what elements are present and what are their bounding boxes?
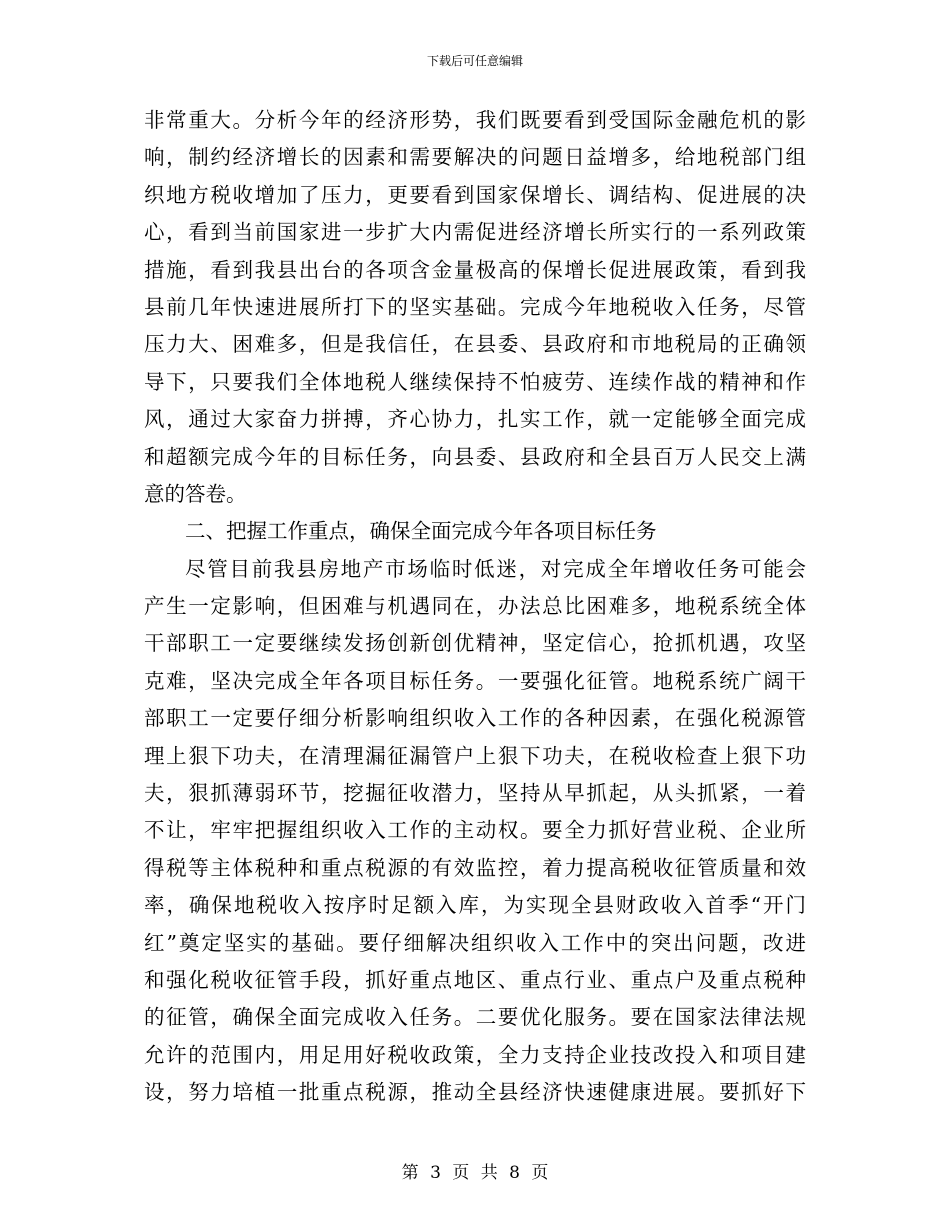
text-line: 织地方税收增加了压力，更要看到国家保增长、调结构、促进展的决 <box>144 182 806 207</box>
text-line: 红”奠定坚实的基础。要仔细解决组织收入工作中的突出问题，改进 <box>144 930 806 955</box>
text-line: 响，制约经济增长的因素和需要解决的问题日益增多，给地税部门组 <box>144 145 806 170</box>
text-line: 尽管目前我县房地产市场临时低迷，对完成全年增收任务可能会 <box>185 556 806 581</box>
text-line: 产生一定影响，但困难与机遇同在，办法总比困难多，地税系统全体 <box>144 594 806 619</box>
page-header: 下载后可任意编辑 <box>426 54 523 68</box>
text-line: 得税等主体税种和重点税源的有效监控，着力提高税收征管质量和效 <box>144 855 806 880</box>
text-line: 和超额完成今年的目标任务，向县委、县政府和全县百万人民交上满 <box>144 444 806 469</box>
text-line: 压力大、困难多，但是我信任，在县委、县政府和市地税局的正确领 <box>144 332 806 357</box>
page-footer: 第 3 页 共 8 页 <box>401 1163 549 1183</box>
text-line: 允许的范围内，用足用好税收政策，全力支持企业技改投入和项目建 <box>144 1042 806 1067</box>
text-line: 和强化税收征管手段，抓好重点地区、重点行业、重点户及重点税种 <box>144 967 806 992</box>
text-line: 导下，只要我们全体地税人继续保持不怕疲劳、连续作战的精神和作 <box>144 369 806 394</box>
text-line: 不让，牢牢把握组织收入工作的主动权。要全力抓好营业税、企业所 <box>144 818 806 843</box>
text-line: 率，确保地税收入按序时足额入库，为实现全县财政收入首季“开门 <box>144 893 806 918</box>
document-body <box>144 102 806 1112</box>
text-line: 部职工一定要仔细分析影响组织收入工作的各种因素，在强化税源管 <box>144 706 806 731</box>
section-heading: 二、把握工作重点，确保全面完成今年各项目标任务 <box>185 519 657 544</box>
text-line: 的征管，确保全面完成收入任务。二要优化服务。要在国家法律法规 <box>144 1005 806 1030</box>
text-line: 克难，坚决完成全年各项目标任务。一要强化征管。地税系统广阔干 <box>144 668 806 693</box>
text-line: 风，通过大家奋力拼搏，齐心协力，扎实工作，就一定能够全面完成 <box>144 407 806 432</box>
text-line: 县前几年快速进展所打下的坚实基础。完成今年地税收入任务，尽管 <box>144 294 806 319</box>
text-line: 非常重大。分析今年的经济形势，我们既要看到受国际金融危机的影 <box>144 108 806 132</box>
text-line: 理上狠下功夫，在清理漏征漏管户上狠下功夫，在税收检查上狠下功 <box>144 743 806 768</box>
text-line: 措施，看到我县出台的各项含金量极高的保增长促进展政策，看到我 <box>144 257 806 282</box>
text-line: 设，努力培植一批重点税源，推动全县经济快速健康进展。要抓好下 <box>144 1080 806 1105</box>
text-line: 心，看到当前国家进一步扩大内需促进经济增长所实行的一系列政策 <box>144 220 806 245</box>
text-line: 夫，狠抓薄弱环节，挖掘征收潜力，坚持从早抓起，从头抓紧，一着 <box>144 781 806 806</box>
text-line: 意的答卷。 <box>144 481 247 506</box>
text-line: 干部职工一定要继续发扬创新创优精神，坚定信心，抢抓机遇，攻坚 <box>144 631 806 656</box>
